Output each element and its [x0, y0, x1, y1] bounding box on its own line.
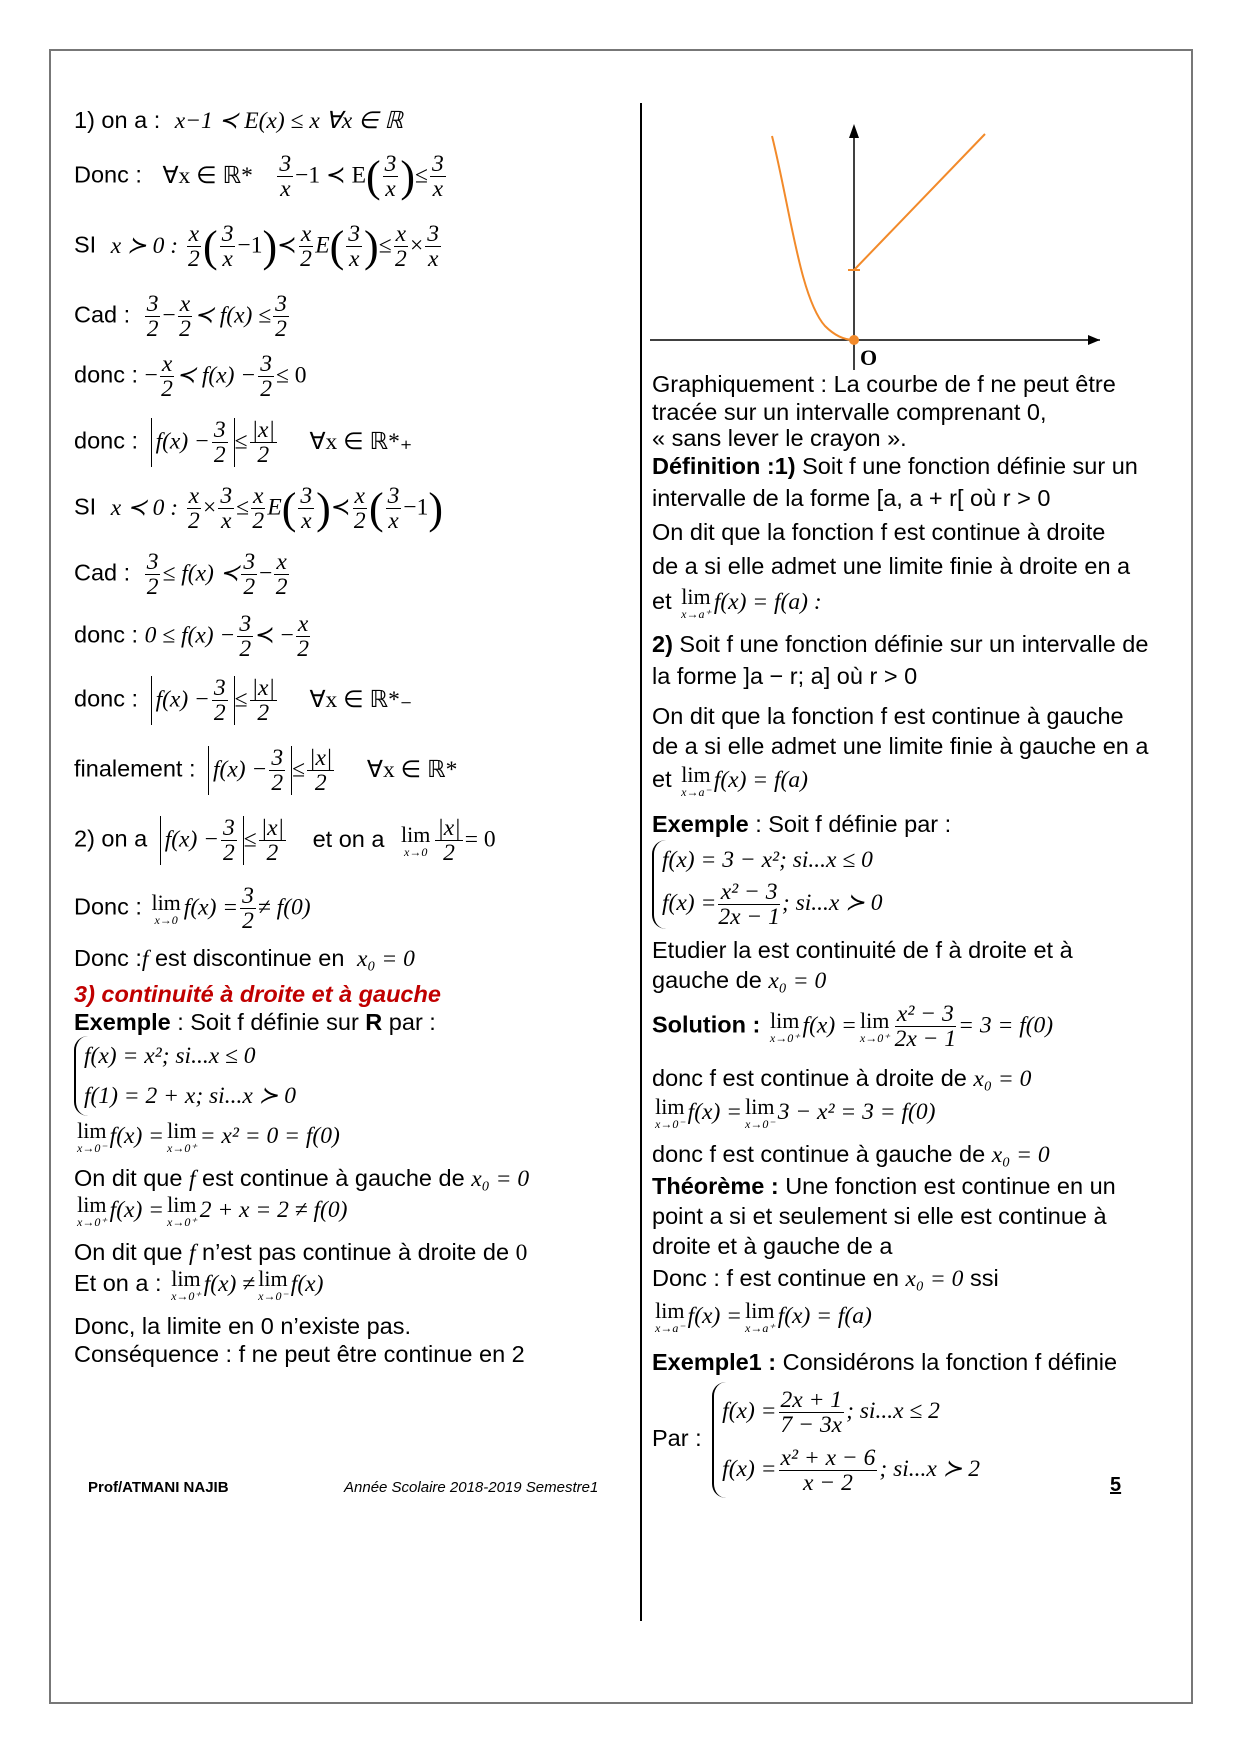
def2-line3: On dit que la fonction f est continue à gauche [652, 703, 1124, 729]
def2-line1: 2) Soit f une fonction définie sur un intervalle de [652, 631, 1149, 657]
line-10: donc : f(x) − $\frac{3}{2}$ ≤ $\frac{|x|}{2}$ ∀x ∈ ℝ*₋ [74, 675, 413, 726]
origin-point [849, 335, 859, 345]
x-axis-arrow [1088, 335, 1100, 345]
def1-line1: Définition :1) Soit f une fonction définie sur un [652, 453, 1138, 479]
line-12: 2) on a f(x) − $\frac{3}{2}$ ≤ $\frac{|x|}{2}$ et on a lim x→0 $\frac{|x|}{2}$ = 0 [74, 815, 496, 866]
def1-line3: On dit que la fonction f est continue à droite [652, 519, 1106, 545]
said-right: On dit que f n’est pas continue à droite de 0 [74, 1239, 528, 1266]
etona-line: Et on a : lim x→0⁺ f(x) ≠ lim x→0⁻ f(x) [74, 1266, 324, 1303]
lim-right-line: lim x→0⁺ f(x) = lim x→0⁺ 2 + x = 2 ≠ f(0) [77, 1192, 348, 1229]
origin-label: O [860, 345, 878, 370]
theorem-limits: lim x→a⁻ f(x) = lim x→a⁺ f(x) = f(a) [655, 1298, 872, 1335]
right-column [652, 370, 1192, 1502]
line-7: SI x ≺ 0 : $\frac{x}{2}$ × $\frac{3}{x}$ ≤ $\frac{x}{2}$ E( $\frac{3}{x}$ )≺ $\frac{x}{2}$ ( $\frac{3}{x}$ −1) [74, 483, 444, 534]
theorem-line1: Théorème : Une fonction est continue en un [652, 1173, 1116, 1199]
def1-line2: intervalle de la forme [a, a + r[ où r > 0 [652, 485, 1051, 511]
line-8: Cad : $\frac{3}{2}$ ≤ f(x) ≺ $\frac{3}{2}$ − $\frac{x}{2}$ [74, 549, 288, 600]
def1-line5: et lim x→a⁺ f(x) = f(a) : [652, 584, 822, 621]
conclusion-2: Conséquence : f ne peut être continue en 2 [74, 1341, 525, 1367]
line-11: finalement : f(x) − $\frac{3}{2}$ ≤ $\frac{|x|}{2}$ ∀x ∈ ℝ* [74, 745, 458, 796]
line-9: donc : 0 ≤ f(x) − $\frac{3}{2}$ ≺ − $\frac{x}{2}$ [74, 611, 309, 662]
line-1: 1) on a : x−1 ≺ E(x) ≤ x ∀x ∈ ℝ [74, 107, 403, 134]
said-left: On dit que f est continue à gauche de x₀ = 0 [74, 1165, 530, 1192]
theorem-line3: droite et à gauche de a [652, 1233, 893, 1259]
def2-line2: la forme ]a − r; a] où r > 0 [652, 663, 918, 689]
graph-text-1: Graphiquement : La courbe de f ne peut être [652, 371, 1116, 397]
donc-cont: Donc : f est continue en x₀ = 0 ssi [652, 1265, 999, 1292]
cont-gauche: donc f est continue à gauche de x₀ = 0 [652, 1141, 1050, 1168]
line-6: donc : f(x) − $\frac{3}{2}$ ≤ $\frac{|x|}{2}$ ∀x ∈ ℝ*₊ [74, 417, 413, 468]
example1-intro: Exemple1 : Considérons la fonction f définie [652, 1349, 1118, 1375]
cont-droite: donc f est continue à droite de x₀ = 0 [652, 1065, 1032, 1092]
conclusion-1: Donc, la limite en 0 n’existe pas. [74, 1313, 411, 1339]
section-title: 3) continuité à droite et à gauche [74, 981, 441, 1007]
graph-text-3: « sans lever le crayon ». [652, 425, 907, 451]
left-column [74, 106, 629, 1368]
example-system: f(x) = 3 − x²; si...x ≤ 0 f(x) = $\frac{\text{x² − 3}}{2x - 1}$ ; si...x ≻ 0 [652, 840, 1192, 936]
lim-left-line: lim x→0⁻ f(x) = lim x→0⁺ = x² = 0 = f(0) [77, 1118, 340, 1155]
lim-left-solution: lim x→0⁻ f(x) = lim x→0⁻ 3 − x² = 3 = f(0) [655, 1094, 936, 1131]
footer-author: Prof/ATMANI NAJIB [88, 1479, 229, 1496]
example1-system: Par : f(x) = $\frac{2x + 1}{7 - 3x}$ ; si...x ≤ 2 f(x) = $\frac{\text{x² + x − 6}}{x - 2}$ ; si...x ≻ 2 [652, 1382, 1192, 1502]
frac: $\frac{3}{x}$ [279, 151, 292, 202]
line-3: SI x ≻ 0 : $\frac{x}{2}$ ( $\frac{3}{x}$ −1)≺ $\frac{x}{2}$ E( $\frac{3}{x}$ )≤ $\frac{x}{2}$ × $\frac{3}{x}$ [74, 221, 440, 272]
footer-year: Année Scolaire 2018-2019 Semestre1 [344, 1479, 599, 1496]
graph-text-2: tracée sur un intervalle comprenant 0, [652, 399, 1047, 425]
line-13: Donc : lim x→0 f(x) = $\frac{3}{2}$ ≠ f(0) [74, 883, 311, 934]
line-2: Donc : ∀x ∈ ℝ* $\frac{3}{x}$ −1 ≺ E( $\frac{3}{x}$ )≤ $\frac{3}{x}$ [74, 151, 444, 202]
page-number: 5 [1110, 1474, 1122, 1496]
line-14: Donc :f est discontinue en x₀ = 0 [74, 945, 415, 972]
curve-right-branch [854, 134, 985, 270]
theorem-line2: point a si et seulement si elle est continue à [652, 1203, 1107, 1229]
function-graph [640, 118, 1100, 370]
etudier-1: Etudier la est continuité de f à droite et à [652, 937, 1073, 963]
def2-line5: et lim x→a⁻ f(x) = f(a) [652, 762, 808, 799]
etudier-2: gauche de x₀ = 0 [652, 967, 827, 994]
def2-line4: de a si elle admet une limite finie à gauche en a [652, 733, 1149, 759]
line-5: donc : − $\frac{x}{2}$ ≺ f(x) − $\frac{3}{2}$ ≤ 0 [74, 351, 307, 402]
line-4: Cad : $\frac{3}{2}$ − $\frac{x}{2}$ ≺ f(x) ≤ $\frac{3}{2}$ [74, 291, 287, 342]
def1-line4: de a si elle admet une limite finie à droite en a [652, 553, 1131, 579]
example-intro: Exemple : Soit f définie par : [652, 811, 952, 837]
example-intro: Exemple : Soit f définie sur R par : [74, 1009, 436, 1035]
solution-line: Solution : lim x→0⁺ f(x) = lim x→0⁺ $\frac{\text{x² − 3}}{2x - 1}$ = 3 = f(0) [652, 1001, 1054, 1052]
piecewise-system: f(x) = x²; si...x ≤ 0 f(1) = 2 + x; si...x ≻ 0 [74, 1036, 629, 1120]
curve-left-branch [772, 136, 854, 340]
y-axis-arrow [849, 124, 859, 138]
